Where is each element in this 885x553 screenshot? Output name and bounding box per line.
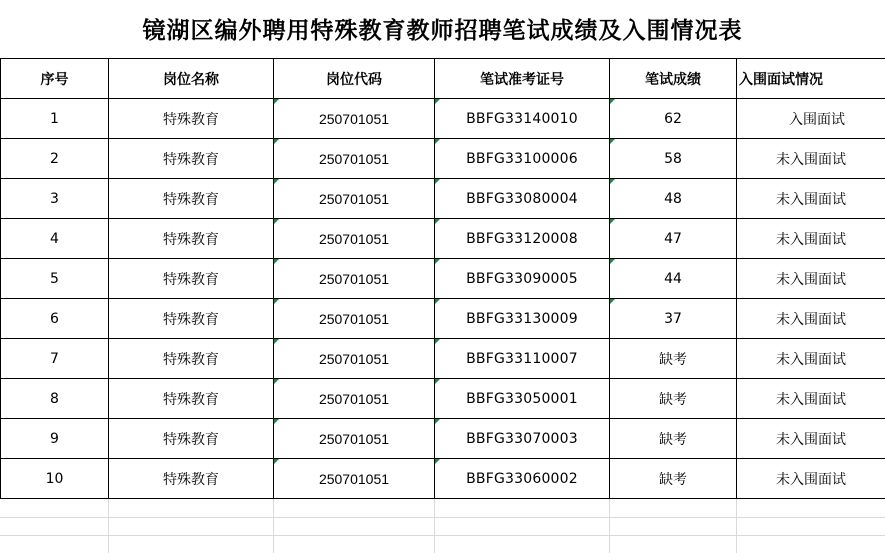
cell-exam-id-text: BBFG33120008 xyxy=(466,230,578,247)
cell-score[interactable] xyxy=(610,459,737,499)
cell-no[interactable] xyxy=(1,339,109,379)
cell-status[interactable] xyxy=(737,299,885,339)
cell-code-text: 250701051 xyxy=(318,430,390,447)
cell-status[interactable] xyxy=(737,339,885,379)
cell-score-text: 47 xyxy=(664,230,682,247)
cell-comment-marker-icon xyxy=(610,99,615,104)
cell-no[interactable] xyxy=(1,139,109,179)
cell-exam-id-text: BBFG33080004 xyxy=(466,190,578,207)
cell-code[interactable] xyxy=(274,419,435,459)
cell-position-text: 特殊教育 xyxy=(163,311,219,328)
cell-no[interactable] xyxy=(1,379,109,419)
cell-code[interactable] xyxy=(274,99,435,139)
table-row xyxy=(1,139,885,179)
cell-exam-id[interactable] xyxy=(435,259,610,299)
cell-position[interactable] xyxy=(109,179,274,219)
cell-comment-marker-icon xyxy=(274,299,279,304)
cell-code-text: 250701051 xyxy=(318,110,390,127)
cell-comment-marker-icon xyxy=(610,179,615,184)
cell-score-text: 44 xyxy=(664,270,682,287)
cell-exam-id-text: BBFG33060002 xyxy=(466,470,578,487)
cell-score[interactable] xyxy=(610,179,737,219)
table-body xyxy=(1,99,885,499)
table-header-row xyxy=(1,59,885,99)
cell-code[interactable] xyxy=(274,379,435,419)
cell-status-text: 未入围面试 xyxy=(776,391,846,408)
cell-comment-marker-icon xyxy=(274,419,279,424)
empty-col-gridline xyxy=(609,499,610,553)
cell-code-text: 250701051 xyxy=(318,390,390,407)
cell-code[interactable] xyxy=(274,299,435,339)
cell-score[interactable] xyxy=(610,99,737,139)
cell-score-text: 37 xyxy=(664,310,682,327)
cell-comment-marker-icon xyxy=(610,219,615,224)
cell-comment-marker-icon xyxy=(610,259,615,264)
cell-comment-marker-icon xyxy=(274,339,279,344)
table-row xyxy=(1,299,885,339)
cell-status-text: 未入围面试 xyxy=(776,191,846,208)
cell-exam-id[interactable] xyxy=(435,419,610,459)
cell-code-text: 250701051 xyxy=(318,470,390,487)
cell-no-text: 5 xyxy=(50,270,59,287)
cell-comment-marker-icon xyxy=(610,299,615,304)
cell-score[interactable] xyxy=(610,379,737,419)
cell-exam-id-text: BBFG33110007 xyxy=(466,350,578,367)
cell-no-text: 2 xyxy=(50,150,59,167)
cell-exam-id[interactable] xyxy=(435,99,610,139)
cell-position[interactable] xyxy=(109,139,274,179)
cell-comment-marker-icon xyxy=(435,459,440,464)
table-row xyxy=(1,459,885,499)
cell-status-text: 未入围面试 xyxy=(776,151,846,168)
cell-status-text: 未入围面试 xyxy=(776,311,846,328)
cell-code-text: 250701051 xyxy=(318,150,390,167)
cell-code[interactable] xyxy=(274,219,435,259)
cell-position-text: 特殊教育 xyxy=(163,151,219,168)
column-header-score[interactable]: 笔试成绩 xyxy=(610,59,737,99)
cell-no[interactable] xyxy=(1,459,109,499)
cell-comment-marker-icon xyxy=(274,99,279,104)
cell-exam-id-text: BBFG33100006 xyxy=(466,150,578,167)
cell-status[interactable] xyxy=(737,179,885,219)
table-row xyxy=(1,219,885,259)
cell-comment-marker-icon xyxy=(435,99,440,104)
cell-position[interactable] xyxy=(109,419,274,459)
cell-position-text: 特殊教育 xyxy=(163,391,219,408)
cell-status-text: 未入围面试 xyxy=(776,271,846,288)
cell-position[interactable] xyxy=(109,219,274,259)
column-header-exam-id[interactable]: 笔试准考证号 xyxy=(435,59,610,99)
cell-comment-marker-icon xyxy=(435,299,440,304)
empty-col-gridline xyxy=(108,499,109,553)
cell-exam-id-text: BBFG33050001 xyxy=(466,390,578,407)
cell-comment-marker-icon xyxy=(435,339,440,344)
cell-code[interactable] xyxy=(274,339,435,379)
cell-score[interactable] xyxy=(610,299,737,339)
cell-score-text: 62 xyxy=(664,110,682,127)
cell-no[interactable] xyxy=(1,99,109,139)
table-row xyxy=(1,339,885,379)
cell-code-text: 250701051 xyxy=(318,230,390,247)
cell-score-text: 48 xyxy=(664,190,682,207)
cell-position[interactable] xyxy=(109,299,274,339)
cell-comment-marker-icon xyxy=(274,139,279,144)
cell-status-text: 未入围面试 xyxy=(776,231,846,248)
table-row xyxy=(1,99,885,139)
cell-status-text: 未入围面试 xyxy=(776,351,846,368)
cell-status-text: 入围面试 xyxy=(789,111,845,128)
cell-comment-marker-icon xyxy=(274,379,279,384)
cell-score[interactable] xyxy=(610,259,737,299)
column-header-position[interactable]: 岗位名称 xyxy=(109,59,274,99)
cell-status[interactable] xyxy=(737,259,885,299)
cell-position[interactable] xyxy=(109,99,274,139)
cell-status[interactable] xyxy=(737,379,885,419)
cell-status[interactable] xyxy=(737,99,885,139)
cell-score-text: 缺考 xyxy=(659,391,687,408)
cell-position[interactable] xyxy=(109,379,274,419)
cell-position[interactable] xyxy=(109,459,274,499)
cell-code-text: 250701051 xyxy=(318,350,390,367)
cell-position-text: 特殊教育 xyxy=(163,431,219,448)
column-header-code[interactable]: 岗位代码 xyxy=(274,59,435,99)
cell-score[interactable] xyxy=(610,339,737,379)
column-header-status[interactable]: 入围面试情况 xyxy=(737,59,885,99)
cell-status[interactable] xyxy=(737,419,885,459)
empty-row-gridline xyxy=(0,517,885,518)
cell-status[interactable] xyxy=(737,219,885,259)
cell-no[interactable] xyxy=(1,419,109,459)
cell-exam-id[interactable] xyxy=(435,219,610,259)
cell-no-text: 1 xyxy=(50,110,59,127)
cell-code[interactable] xyxy=(274,259,435,299)
cell-comment-marker-icon xyxy=(274,219,279,224)
cell-no-text: 3 xyxy=(50,190,59,207)
cell-no[interactable] xyxy=(1,259,109,299)
cell-code-text: 250701051 xyxy=(318,270,390,287)
cell-code[interactable] xyxy=(274,459,435,499)
cell-exam-id[interactable] xyxy=(435,379,610,419)
cell-code-text: 250701051 xyxy=(318,310,390,327)
cell-comment-marker-icon xyxy=(274,459,279,464)
empty-col-gridline xyxy=(273,499,274,553)
cell-exam-id[interactable] xyxy=(435,459,610,499)
cell-position-text: 特殊教育 xyxy=(163,111,219,128)
cell-no[interactable] xyxy=(1,219,109,259)
cell-exam-id-text: BBFG33070003 xyxy=(466,430,578,447)
cell-score-text: 缺考 xyxy=(659,351,687,368)
cell-code-text: 250701051 xyxy=(318,190,390,207)
cell-comment-marker-icon xyxy=(274,259,279,264)
cell-comment-marker-icon xyxy=(610,139,615,144)
cell-no-text: 7 xyxy=(50,350,59,367)
results-table xyxy=(0,58,885,499)
cell-exam-id[interactable] xyxy=(435,179,610,219)
cell-no-text: 4 xyxy=(50,230,59,247)
cell-no-text: 6 xyxy=(50,310,59,327)
table-row xyxy=(1,379,885,419)
cell-position-text: 特殊教育 xyxy=(163,231,219,248)
cell-exam-id-text: BBFG33090005 xyxy=(466,270,578,287)
cell-comment-marker-icon xyxy=(435,259,440,264)
table-row xyxy=(1,259,885,299)
cell-score-text: 缺考 xyxy=(659,471,687,488)
cell-exam-id[interactable] xyxy=(435,299,610,339)
cell-status-text: 未入围面试 xyxy=(776,471,846,488)
cell-score[interactable] xyxy=(610,139,737,179)
cell-comment-marker-icon xyxy=(274,179,279,184)
cell-comment-marker-icon xyxy=(435,219,440,224)
empty-spreadsheet-rows xyxy=(0,499,885,553)
cell-score[interactable] xyxy=(610,419,737,459)
table-row xyxy=(1,419,885,459)
cell-status[interactable] xyxy=(737,459,885,499)
cell-code[interactable] xyxy=(274,139,435,179)
cell-status-text: 未入围面试 xyxy=(776,431,846,448)
cell-exam-id-text: BBFG33140010 xyxy=(466,110,578,127)
empty-col-gridline xyxy=(434,499,435,553)
cell-position[interactable] xyxy=(109,339,274,379)
cell-no[interactable] xyxy=(1,299,109,339)
cell-no-text: 8 xyxy=(50,390,59,407)
cell-no-text: 10 xyxy=(45,470,64,487)
cell-position-text: 特殊教育 xyxy=(163,471,219,488)
cell-no[interactable] xyxy=(1,179,109,219)
cell-comment-marker-icon xyxy=(435,139,440,144)
empty-col-gridline xyxy=(736,499,737,553)
cell-position-text: 特殊教育 xyxy=(163,191,219,208)
cell-code[interactable] xyxy=(274,179,435,219)
cell-comment-marker-icon xyxy=(435,179,440,184)
cell-comment-marker-icon xyxy=(435,419,440,424)
cell-position-text: 特殊教育 xyxy=(163,351,219,368)
cell-exam-id[interactable] xyxy=(435,139,610,179)
cell-no-text: 9 xyxy=(50,430,59,447)
cell-position[interactable] xyxy=(109,259,274,299)
column-header-no[interactable]: 序号 xyxy=(1,59,109,99)
cell-score-text: 58 xyxy=(664,150,682,167)
table-row xyxy=(1,179,885,219)
page-title: 镜湖区编外聘用特殊教育教师招聘笔试成绩及入围情况表 xyxy=(142,17,743,44)
cell-position-text: 特殊教育 xyxy=(163,271,219,288)
cell-score[interactable] xyxy=(610,219,737,259)
cell-comment-marker-icon xyxy=(435,379,440,384)
cell-status[interactable] xyxy=(737,139,885,179)
cell-exam-id-text: BBFG33130009 xyxy=(466,310,578,327)
cell-score-text: 缺考 xyxy=(659,431,687,448)
cell-exam-id[interactable] xyxy=(435,339,610,379)
empty-row-gridline xyxy=(0,535,885,536)
